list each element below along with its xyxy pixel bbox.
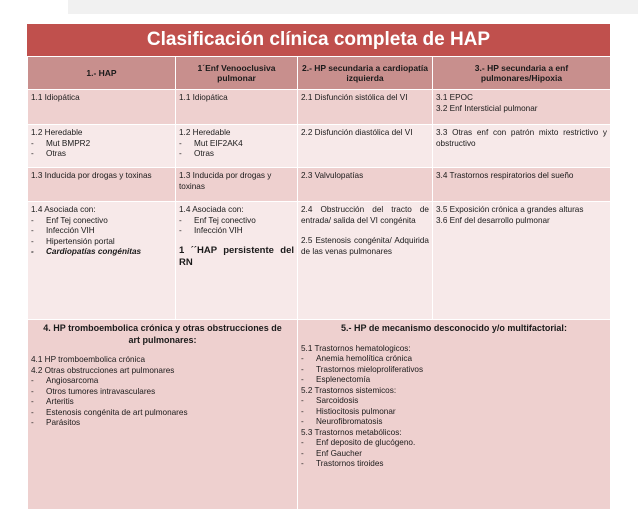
list-item: - Enf Tej conectivo — [31, 216, 172, 227]
list-item: - Infección VIH — [179, 226, 294, 237]
section-line: 4.2 Otras obstrucciones art pulmonares — [31, 365, 175, 375]
list-item: - Otras — [179, 149, 294, 160]
section-5-cell — [298, 320, 611, 510]
cell-text: 2.5 Estenosis congénita/ Adquirida de las venas pulmonares — [301, 236, 429, 256]
cell-3-2: 1.3 Inducida por drogas y toxinas — [176, 168, 298, 202]
list-item: - Enf Tej conectivo — [179, 216, 294, 227]
list-item: - Mut EIF2AK4 — [179, 139, 294, 150]
list-item: - Mut BMPR2 — [31, 139, 172, 150]
cell-2-1 — [28, 125, 176, 168]
list-item: - Arteritis — [31, 397, 294, 408]
dash-list — [301, 396, 607, 428]
cell-text: 3.1 EPOC — [436, 93, 473, 102]
dash-list — [31, 376, 294, 429]
section-line: 5.3 Trastornos metabólicos: — [301, 427, 402, 437]
list-item: - Estenosis congénita de art pulmonares — [31, 408, 294, 419]
cell-1-3: 2.1 Disfunción sistólica del VI — [298, 90, 433, 125]
persistent-rn-text: 1 ´´HAP persistente del RN — [179, 244, 294, 268]
cell-title: 1.4 Asociada con: — [179, 205, 244, 214]
cell-1-2: 1.1 Idiopática — [176, 90, 298, 125]
list-item: - Enf deposito de glucógeno. — [301, 438, 607, 449]
cell-1-4 — [433, 90, 611, 125]
list-item: - Enf Gaucher — [301, 449, 607, 460]
table-header-row — [28, 57, 611, 90]
cell-text: 3.5 Exposición crónica a grandes alturas — [436, 205, 584, 214]
list-item: - Trastornos tiroides — [301, 459, 607, 470]
cell-text: 3.2 Enf Intersticial pulmonar — [436, 103, 538, 113]
table-row — [28, 320, 611, 510]
list-item: - Otros tumores intravasculares — [31, 387, 294, 398]
table-row — [28, 168, 611, 202]
section-line: 4.1 HP tromboembolica crónica — [31, 355, 146, 364]
dash-list — [179, 139, 294, 160]
cell-4-1 — [28, 202, 176, 320]
cell-4-3 — [298, 202, 433, 320]
list-item: - Parásitos — [31, 418, 294, 429]
section-4-title: 4. HP tromboembolica crónica y otras obstrucciones de art pulmonares: — [43, 323, 282, 345]
list-item: - Sarcoidosis — [301, 396, 607, 407]
table-row — [28, 125, 611, 168]
dash-list — [31, 216, 172, 258]
cell-2-3: 2.2 Disfunción diastólica del VI — [298, 125, 433, 168]
cell-text: 3.6 Enf del desarrollo pulmonar — [436, 215, 550, 225]
list-item: - Infección VIH — [31, 226, 172, 237]
header-hap: 1.- HAP — [28, 57, 176, 90]
cell-1-1: 1.1 Idiopática — [28, 90, 176, 125]
list-item: - Anemia hemolítica crónica — [301, 354, 607, 365]
header-cardiopatia: 2.- HP secundaria a cardiopatía izquierda — [298, 57, 433, 90]
cell-4-2 — [176, 202, 298, 320]
list-item: - Trastornos mieloproliferativos — [301, 365, 607, 376]
cell-title: 1.2 Heredable — [179, 128, 231, 137]
list-item: - Otras — [31, 149, 172, 160]
section-4-cell — [28, 320, 298, 510]
section-line: 5.1 Trastornos hematologicos: — [301, 343, 411, 353]
cell-3-4: 3.4 Trastornos respiratorios del sueño — [433, 168, 611, 202]
list-item: - Hipertensión portal — [31, 237, 172, 248]
cell-3-1: 1.3 Inducida por drogas y toxinas — [28, 168, 176, 202]
cell-text: 2.4 Obstrucción del tracto de entrada/ salida del VI congénita — [301, 205, 429, 225]
dash-list — [301, 438, 607, 470]
list-item: - Cardiopatías congénitas — [31, 247, 172, 258]
section-line: 5.2 Trastornos sistemicos: — [301, 385, 397, 395]
cell-2-4: 3.3 Otras enf con patrón mixto restrictivo y obstructivo — [433, 125, 611, 168]
cell-3-3: 2.3 Valvulopatías — [298, 168, 433, 202]
header-pulmonares: 3.- HP secundaria a enf pulmonares/Hipoxia — [433, 57, 611, 90]
list-item: - Neurofibromatosis — [301, 417, 607, 428]
table-row — [28, 90, 611, 125]
header-venooclusiva: 1´Enf Venooclusiva pulmonar — [176, 57, 298, 90]
dash-list — [31, 139, 172, 160]
cell-4-4 — [433, 202, 611, 320]
classification-table — [27, 56, 611, 510]
slide-title: Clasificación clínica completa de HAP — [27, 24, 610, 56]
section-5-title: 5.- HP de mecanismo desconocido y/o multifactorial: — [341, 323, 567, 333]
dash-list — [301, 354, 607, 386]
cell-title: 1.2 Heredable — [31, 128, 83, 137]
dash-list — [179, 216, 294, 237]
top-decorative-bar — [68, 0, 638, 14]
list-item: - Angiosarcoma — [31, 376, 294, 387]
list-item: - Esplenectomía — [301, 375, 607, 386]
list-item: - Histiocitosis pulmonar — [301, 407, 607, 418]
cell-2-2 — [176, 125, 298, 168]
cell-title: 1.4 Asociada con: — [31, 205, 96, 214]
table-row — [28, 202, 611, 320]
